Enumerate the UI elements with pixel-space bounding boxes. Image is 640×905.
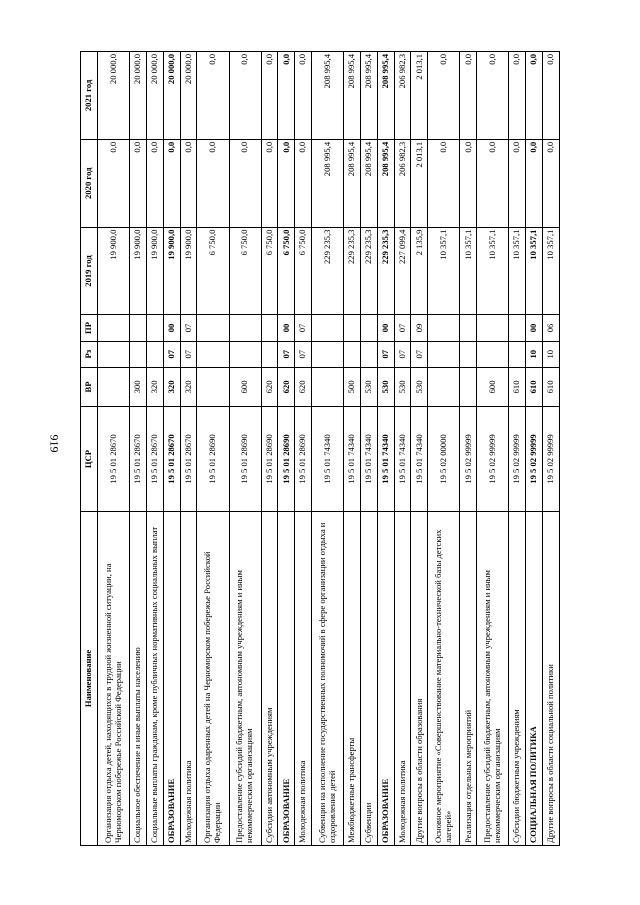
table-row [477,52,509,846]
cell-rz [428,341,460,367]
table-row [377,52,394,846]
rotated-table-container [80,51,560,846]
table-row [509,52,526,846]
cell-2019: 10 357,1 [477,227,509,315]
budget-table [80,51,560,846]
cell-2019: 229 235,3 [312,227,344,315]
cell-vr: 610 [526,367,543,406]
cell-csr: 19 5 01 28670 [98,407,130,512]
cell-pr [261,315,278,341]
cell-2021: 0,0 [261,52,278,140]
cell-vr: 320 [163,367,180,406]
cell-vr [460,367,477,406]
cell-2020: 208 995,4 [344,139,361,227]
cell-pr: 00 [526,315,543,341]
cell-name: Социальные выплаты гражданам, кроме публичных нормативных социальных выплат [146,511,163,845]
cell-2019: 6 750,0 [278,227,295,315]
cell-csr: 19 5 01 74340 [394,407,411,512]
cell-2019: 10 357,1 [428,227,460,315]
col-header-2020: 2020 год [81,139,98,227]
cell-rz [229,341,261,367]
cell-csr: 19 5 01 74340 [377,407,394,512]
cell-pr: 00 [377,315,394,341]
cell-2021: 20 000,0 [180,52,197,140]
cell-name: Организация отдыха одаренных детей на Черноморском побережье Российской Федерации [197,511,229,845]
col-header-2021: 2021 год [81,52,98,140]
cell-pr: 00 [163,315,180,341]
cell-name: Предоставление субсидий бюджетным, автономным учреждениям и иным некоммерческим организациям [229,511,261,845]
cell-pr [98,315,130,341]
page-number: 919 [47,434,62,453]
table-row [361,52,378,846]
cell-2019: 229 235,3 [361,227,378,315]
cell-2021: 0,0 [542,52,559,140]
cell-name: Молодежная политика [180,511,197,845]
cell-name: ОБРАЗОВАНИЕ [163,511,180,845]
cell-2021: 0,0 [460,52,477,140]
cell-rz: 07 [295,341,312,367]
table-row [278,52,295,846]
cell-rz: 07 [278,341,295,367]
cell-2019: 19 900,0 [163,227,180,315]
table-row [229,52,261,846]
cell-name: Реализация отдельных мероприятий [460,511,477,845]
table-row [428,52,460,846]
cell-2021: 20 000,0 [163,52,180,140]
cell-rz [344,341,361,367]
cell-2019: 10 357,1 [526,227,543,315]
cell-csr: 19 5 02 99999 [477,407,509,512]
cell-vr: 530 [394,367,411,406]
cell-csr: 19 5 01 28670 [130,407,147,512]
cell-2019: 6 750,0 [295,227,312,315]
cell-pr [146,315,163,341]
table-row [98,52,130,846]
cell-csr: 19 5 01 28670 [163,407,180,512]
cell-rz [146,341,163,367]
cell-pr [428,315,460,341]
table-row [180,52,197,846]
cell-2021: 20 000,0 [98,52,130,140]
cell-2019: 10 357,1 [509,227,526,315]
table-row [344,52,361,846]
cell-2021: 208 995,4 [312,52,344,140]
cell-2021: 0,0 [278,52,295,140]
cell-rz [130,341,147,367]
cell-csr: 19 5 01 74340 [312,407,344,512]
cell-name: ОБРАЗОВАНИЕ [377,511,394,845]
cell-vr: 600 [229,367,261,406]
cell-name: Субвенции на исполнение государственных полномочий в сфере организации отдыха и оздоровления детей [312,511,344,845]
cell-2021: 20 000,0 [146,52,163,140]
cell-rz: 07 [394,341,411,367]
cell-2020: 0,0 [98,139,130,227]
cell-2021: 0,0 [526,52,543,140]
cell-pr [477,315,509,341]
cell-2019: 6 750,0 [261,227,278,315]
cell-vr: 530 [411,367,428,406]
cell-vr: 620 [295,367,312,406]
cell-2020: 206 982,3 [394,139,411,227]
table-row [130,52,147,846]
cell-2021: 206 982,3 [394,52,411,140]
cell-vr: 610 [509,367,526,406]
cell-2020: 0,0 [197,139,229,227]
cell-pr [509,315,526,341]
cell-vr: 620 [261,367,278,406]
cell-rz: 10 [526,341,543,367]
col-header-name: Наименование [81,511,98,845]
cell-2020: 0,0 [509,139,526,227]
table-row [295,52,312,846]
cell-2020: 0,0 [428,139,460,227]
cell-vr: 620 [278,367,295,406]
cell-name: Субвенции [361,511,378,845]
cell-vr [197,367,229,406]
cell-2019: 10 357,1 [542,227,559,315]
cell-2021: 0,0 [509,52,526,140]
cell-csr: 19 5 01 74340 [344,407,361,512]
cell-2019: 19 900,0 [180,227,197,315]
cell-rz [98,341,130,367]
cell-csr: 19 5 02 99999 [542,407,559,512]
col-header-rz: Рз [81,341,98,367]
cell-pr: 07 [394,315,411,341]
cell-2021: 0,0 [477,52,509,140]
cell-vr [428,367,460,406]
cell-csr: 19 5 01 74340 [411,407,428,512]
cell-2019: 2 135,9 [411,227,428,315]
cell-rz: 07 [377,341,394,367]
cell-csr: 19 5 01 28690 [278,407,295,512]
cell-2020: 0,0 [295,139,312,227]
cell-pr [344,315,361,341]
cell-rz [261,341,278,367]
cell-vr: 530 [377,367,394,406]
cell-pr [312,315,344,341]
cell-rz [197,341,229,367]
cell-csr: 19 5 01 28690 [229,407,261,512]
table-row [163,52,180,846]
cell-2020: 0,0 [278,139,295,227]
cell-name: Субсидии бюджетным учреждениям [509,511,526,845]
cell-csr: 19 5 01 28670 [180,407,197,512]
cell-2019: 10 357,1 [460,227,477,315]
cell-rz [477,341,509,367]
header-row [81,52,98,846]
cell-pr [460,315,477,341]
cell-2019: 227 099,4 [394,227,411,315]
cell-vr: 600 [477,367,509,406]
cell-csr: 19 5 02 99999 [460,407,477,512]
cell-2020: 0,0 [146,139,163,227]
cell-name: Организация отдыха детей, находящихся в трудной жизненной ситуации, на Черноморском побережье Российской Федерации [98,511,130,845]
cell-vr: 300 [130,367,147,406]
cell-csr: 19 5 01 28690 [295,407,312,512]
cell-2019: 229 235,3 [377,227,394,315]
table-row [542,52,559,846]
cell-rz: 10 [542,341,559,367]
cell-2019: 6 750,0 [197,227,229,315]
cell-2020: 0,0 [229,139,261,227]
cell-csr: 19 5 02 99999 [509,407,526,512]
table-row [312,52,344,846]
cell-2020: 208 995,4 [312,139,344,227]
col-header-vr: ВР [81,367,98,406]
cell-name: Межбюджетные трансферты [344,511,361,845]
cell-rz [361,341,378,367]
cell-2019: 229 235,3 [344,227,361,315]
cell-pr [229,315,261,341]
cell-csr: 19 5 02 99999 [526,407,543,512]
table-row [526,52,543,846]
cell-rz: 07 [163,341,180,367]
cell-2021: 0,0 [428,52,460,140]
cell-rz [460,341,477,367]
cell-name: СОЦИАЛЬНАЯ ПОЛИТИКА [526,511,543,845]
cell-rz [509,341,526,367]
cell-pr: 07 [180,315,197,341]
cell-2021: 20 000,0 [130,52,147,140]
cell-name: Социальное обеспечение и иные выплаты населению [130,511,147,845]
cell-2019: 6 750,0 [229,227,261,315]
cell-csr: 19 5 01 28690 [197,407,229,512]
cell-2020: 208 995,4 [361,139,378,227]
cell-2020: 0,0 [180,139,197,227]
cell-2020: 0,0 [477,139,509,227]
cell-pr: 00 [278,315,295,341]
cell-vr: 320 [180,367,197,406]
cell-vr: 500 [344,367,361,406]
cell-2019: 19 900,0 [98,227,130,315]
cell-rz: 07 [180,341,197,367]
cell-vr [98,367,130,406]
cell-2021: 208 995,4 [344,52,361,140]
cell-pr: 09 [411,315,428,341]
table-row [197,52,229,846]
table-row [460,52,477,846]
cell-name: Субсидии автономным учреждениям [261,511,278,845]
cell-2019: 19 900,0 [130,227,147,315]
table-row [146,52,163,846]
table-row [394,52,411,846]
cell-name: Предоставление субсидий бюджетным, автономным учреждениям и иным некоммерческим организациям [477,511,509,845]
col-header-2019: 2019 год [81,227,98,315]
cell-2021: 208 995,4 [377,52,394,140]
cell-vr: 530 [361,367,378,406]
cell-2020: 0,0 [460,139,477,227]
cell-name: Другие вопросы в области образования [411,511,428,845]
cell-2020: 0,0 [526,139,543,227]
cell-2020: 208 995,4 [377,139,394,227]
cell-vr [312,367,344,406]
cell-2020: 0,0 [163,139,180,227]
cell-rz [312,341,344,367]
cell-2021: 0,0 [229,52,261,140]
table-row [411,52,428,846]
table-row [261,52,278,846]
cell-rz: 07 [411,341,428,367]
cell-csr: 19 5 01 28670 [146,407,163,512]
cell-csr: 19 5 01 74340 [361,407,378,512]
cell-2019: 19 900,0 [146,227,163,315]
table-body [98,52,560,846]
cell-pr: 07 [295,315,312,341]
cell-2020: 0,0 [261,139,278,227]
cell-2020: 0,0 [542,139,559,227]
cell-2020: 0,0 [130,139,147,227]
cell-csr: 19 5 01 28690 [261,407,278,512]
cell-2020: 2 013,1 [411,139,428,227]
cell-pr [197,315,229,341]
cell-pr [130,315,147,341]
cell-name: Основное мероприятие «Совершенствование материально-технической базы детских лагерей» [428,511,460,845]
col-header-pr: ПР [81,315,98,341]
col-header-csr: ЦСР [81,407,98,512]
cell-name: ОБРАЗОВАНИЕ [278,511,295,845]
cell-2021: 208 995,4 [361,52,378,140]
cell-pr [361,315,378,341]
cell-2021: 0,0 [295,52,312,140]
cell-csr: 19 5 02 00000 [428,407,460,512]
cell-vr: 610 [542,367,559,406]
cell-pr: 06 [542,315,559,341]
cell-name: Молодежная политика [295,511,312,845]
cell-2021: 2 013,1 [411,52,428,140]
cell-vr: 320 [146,367,163,406]
cell-name: Другие вопросы в области социальной политики [542,511,559,845]
cell-2021: 0,0 [197,52,229,140]
cell-name: Молодежная политика [394,511,411,845]
